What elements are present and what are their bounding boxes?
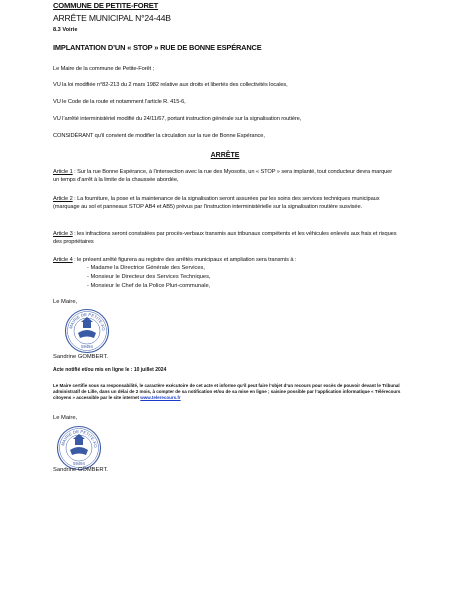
- article-1-label: Article 1: [53, 169, 73, 175]
- article-3: [53, 231, 398, 246]
- article-3-text: : les infractions seront constatées par procès-verbaux transmis aux tribunaux compétents et les véhicules enlevés aux frais et risques des propriétaires: [53, 231, 397, 245]
- article-3-label: Article 3: [53, 231, 73, 237]
- seal-ring-text: MAIRIE DE PETITE-FO: [60, 428, 99, 448]
- preamble-considerant: CONSIDÉRANT qu’il convient de modifier la circulation sur la rue de Bonne Espérance,: [53, 133, 265, 139]
- article-2: [53, 196, 398, 211]
- commune-name: COMMUNE DE PETITE-FORET: [53, 1, 159, 10]
- signature-1-name: Sandrine GOMBERT.: [53, 354, 108, 360]
- signature-2-title: Le Maire,: [53, 415, 78, 421]
- telerecours-link[interactable]: www.telerecours.fr: [140, 395, 181, 401]
- arrete-number: ARRÊTE MUNICIPAL N°24-44B: [53, 13, 171, 23]
- recipient-item: - Monsieur le Directeur des Services Techniques,: [87, 273, 211, 280]
- preamble-maire: Le Maire de la commune de Petite-Forêt ;: [53, 66, 154, 72]
- signature-2-name: Sandrine GOMBERT.: [53, 467, 108, 473]
- signature-1-title: Le Maire,: [53, 299, 78, 305]
- article-1-text: : Sur la rue Bonne Espérance, à l’intersection avec la rue des Myosotis, un « STOP » sera implanté, tout conducteur devra marquer un temps d’arrêt à la limite de la chaussée abordée,: [53, 169, 393, 183]
- recipient-item: - Madame la Directrice Générale des Services,: [87, 265, 205, 271]
- legal-note: [53, 383, 405, 402]
- recipient-item: - Monsieur le Chef de la Police Pluri-communale,: [87, 282, 211, 289]
- seal-postcode: 59494: [73, 461, 85, 466]
- article-4-text: : le présent arrêté figurera au registre des arrêtés municipaux et ampliation sera transmis à :: [72, 257, 297, 263]
- legal-note-text: Le Maire certifie sous sa responsabilité, le caractère exécutoire de cet acte et informe qu’il peut faire l’objet d’un recours pour excès de pouvoir devant le Tribunal administratif de Lille, dans un délai de 2 mois, à compter de sa notification et/ou de sa mise en ligne ; saisine possible par l’application informatique « Télérecours citoyens » accessible par le site internet: [53, 383, 401, 401]
- article-2-label: Article 2: [53, 196, 73, 202]
- classification-code: 8.3 Voirie: [53, 27, 78, 33]
- article-4-label: Article 4: [53, 257, 73, 263]
- arrete-heading: ARRÊTE: [210, 152, 240, 159]
- seal-postcode: 59494: [81, 344, 93, 349]
- recipient-list: [87, 264, 211, 290]
- preamble-vu-arrete: VU l’arrêté interministériel modifié du 24/11/67, portant instruction générale sur la signalisation routière,: [53, 116, 302, 122]
- article-2-text: : La fourniture, la pose et la maintenance de la signalisation seront assurées par les soins des services techniques municipaux (marquage au sol et panneaux STOP AB4 et AB5) prévus par l’instruction interministérielle sur la signalisation routière susvisée.: [53, 196, 380, 210]
- notification-date: Acte notifié et/ou mis en ligne le : 10 juillet 2024: [53, 367, 167, 373]
- seal-ring-text: MAIRIE DE PETITE-FO: [68, 311, 107, 331]
- municipal-seal-2: [56, 425, 102, 471]
- preamble-vu-code: VU le Code de la route et notamment l’article R. 415-6,: [53, 99, 186, 105]
- municipal-seal-1: [64, 308, 110, 354]
- article-1: [53, 169, 398, 184]
- document-title: IMPLANTATION D’UN « STOP » RUE DE BONNE ESPÉRANCE: [53, 43, 262, 52]
- preamble-vu-loi: VU la loi modifiée n°82-213 du 2 mars 1982 relative aux droits et libertés des collectivités locales,: [53, 82, 288, 88]
